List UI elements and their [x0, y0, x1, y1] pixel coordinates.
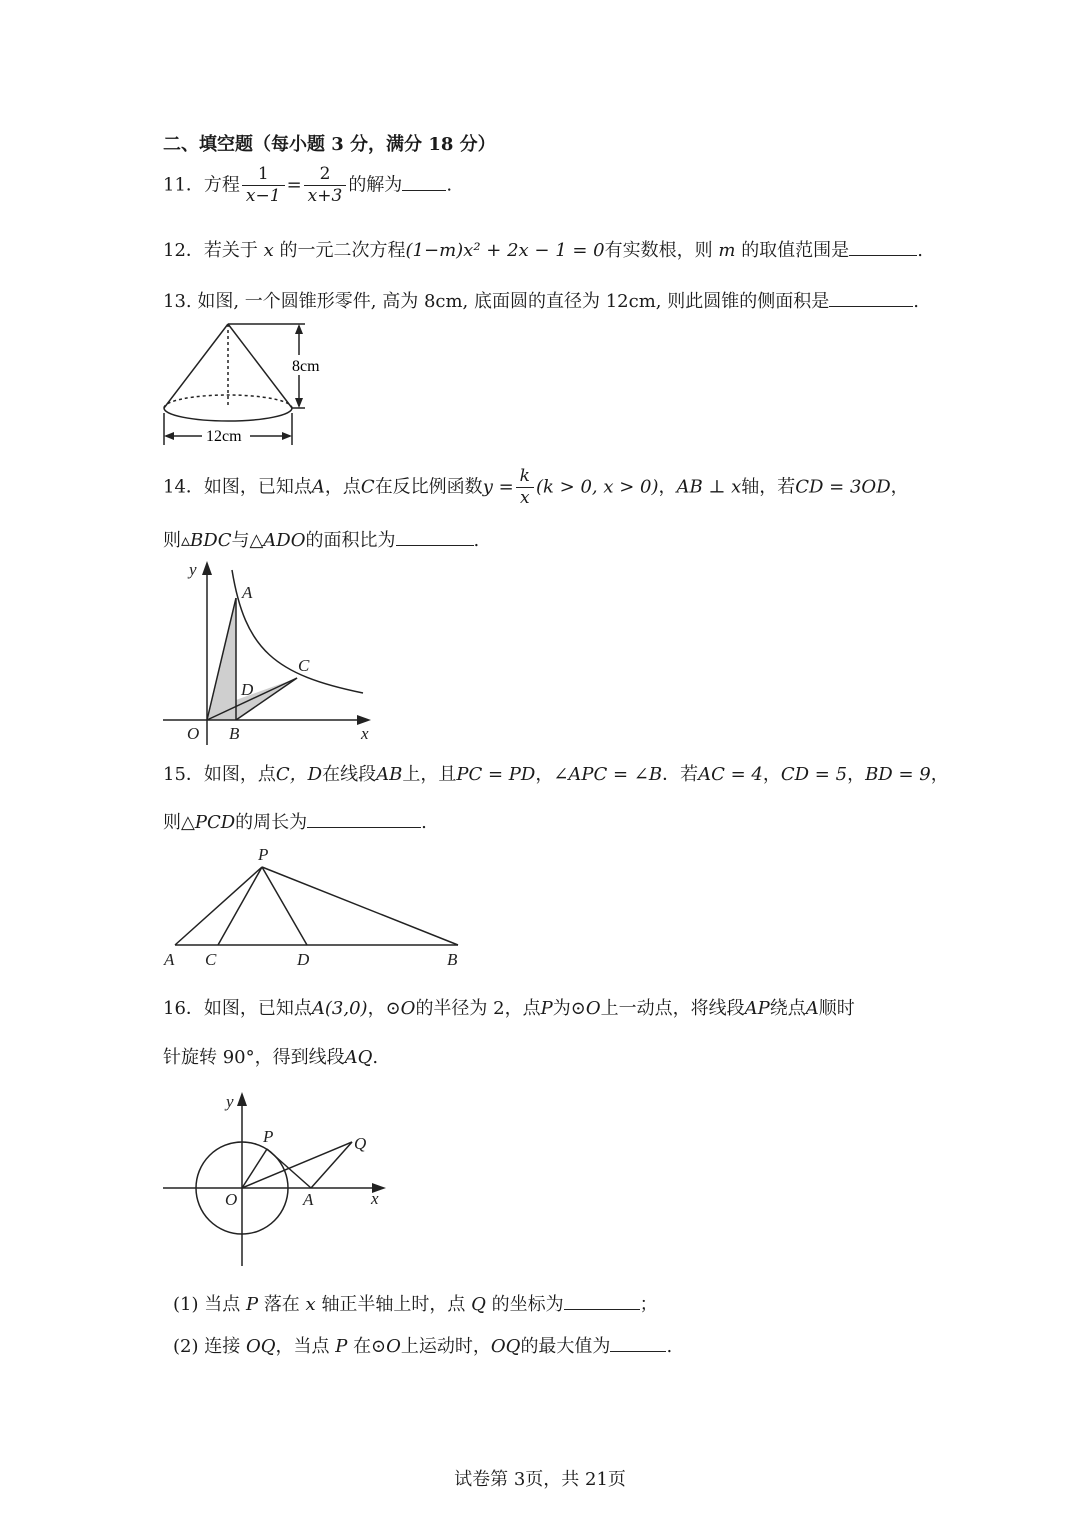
segment-pb — [262, 867, 458, 945]
point-o-label: O — [187, 724, 200, 743]
cone-base-front — [164, 408, 292, 421]
answer-blank[interactable] — [402, 171, 446, 191]
cone-left-edge — [164, 324, 228, 408]
segment-pd — [262, 867, 307, 945]
point-q-label: Q — [354, 1134, 367, 1153]
arrow-right-icon — [282, 432, 292, 440]
question-13: 13. 如图, 一个圆锥形零件, 高为 8cm, 底面圆的直径为 12cm, 则此圆锥的侧面积是 . — [163, 287, 919, 311]
arrow-left-icon — [164, 432, 174, 440]
answer-blank[interactable] — [849, 236, 917, 256]
equals-sign: = — [286, 174, 302, 196]
question-16-part-1: (1) 当点 P 落在 x 轴正半轴上时，点 Q 的坐标为 ； — [173, 1290, 658, 1314]
question-15-line-2: 则△PCD的周长为 . — [163, 808, 427, 832]
y-axis-label: y — [226, 1092, 234, 1111]
point-a-label: A — [164, 950, 175, 969]
point-b-label: B — [229, 724, 240, 743]
question-16-part-2: (2) 连接 OQ，当点 P 在⊙O上运动时，OQ的最大值为 . — [173, 1332, 672, 1356]
function-fraction: $\frac{k}{x}$ — [516, 468, 534, 507]
segment-oq — [242, 1142, 352, 1188]
x-axis-label: x — [361, 724, 369, 743]
question-14-line-2: 则▵BDC与△ADO的面积比为 . — [163, 526, 479, 550]
y-axis-label: y — [189, 560, 197, 579]
cone-figure — [150, 315, 320, 455]
fraction-1: $\frac{1}{x-1}$ — [242, 166, 285, 205]
question-number: 11． — [163, 174, 204, 196]
x-axis-label: x — [371, 1189, 379, 1208]
answer-blank[interactable] — [307, 808, 421, 828]
height-label: 8cm — [292, 358, 320, 375]
point-p-label: P — [263, 1127, 274, 1146]
triangle-figure — [155, 843, 475, 973]
quadratic-equation: (1−m)x² + 2x − 1 = 0 — [405, 239, 605, 261]
question-16-line-1: 16．如图，已知点A(3,0)，⊙O的半径为 2，点P为⊙O上一动点，将线段AP绕点A顺时 — [163, 998, 855, 1019]
point-p-label: P — [258, 845, 269, 864]
page-footer: 试卷第 3页，共 21页 — [454, 1469, 626, 1490]
arrow-down-icon — [295, 398, 303, 408]
point-a-label: A — [303, 1190, 314, 1209]
point-a-label: A — [242, 583, 253, 602]
segment-aq — [311, 1142, 352, 1188]
q11-text-2: 的解为 — [348, 174, 403, 196]
question-16-line-2: 针旋转 90°，得到线段AQ. — [163, 1047, 379, 1068]
q11-text: 方程 — [203, 174, 240, 196]
question-12: 12．若关于 x 的一元二次方程(1−m)x² + 2x − 1 = 0有实数根，则 m 的取值范围是 . — [163, 236, 923, 260]
section-title: 二、填空题（每小题 3 分，满分 18 分） — [163, 134, 496, 155]
cone-right-edge — [228, 324, 292, 408]
diameter-label: 12cm — [206, 428, 242, 445]
question-11: 11．方程 $\frac{1}{x-1}$ = $\frac{2}{x+3}$ 的解为 . — [163, 164, 453, 206]
point-c-label: C — [298, 656, 310, 675]
answer-blank[interactable] — [829, 287, 913, 307]
point-o-label: O — [225, 1190, 238, 1209]
point-d-label: D — [297, 950, 310, 969]
y-axis-arrow-icon — [237, 1092, 247, 1106]
y-axis-arrow-icon — [202, 561, 212, 575]
point-b-label: B — [447, 950, 458, 969]
segment-ap — [175, 867, 262, 945]
point-d-label: D — [241, 680, 254, 699]
question-14-line-1: 14．如图，已知点A，点C在反比例函数y = $\frac{k}{x}$ (k > 0, x > 0)，AB ⊥ x轴，若CD = 3OD， — [163, 466, 909, 508]
point-c-label: C — [205, 950, 217, 969]
circle-rotation-figure — [155, 1088, 395, 1273]
question-15-line-1: 15．如图，点C，D在线段AB上，且PC = PD，∠APC = ∠B．若AC = 4，CD = 5，BD = 9， — [163, 764, 949, 785]
answer-blank[interactable] — [396, 526, 474, 546]
fraction-2: $\frac{2}{x+3}$ — [304, 166, 347, 205]
segment-pc — [218, 867, 262, 945]
arrow-up-icon — [295, 324, 303, 334]
answer-blank[interactable] — [564, 1290, 640, 1310]
hyperbola-figure — [155, 555, 385, 750]
answer-blank[interactable] — [610, 1332, 666, 1352]
